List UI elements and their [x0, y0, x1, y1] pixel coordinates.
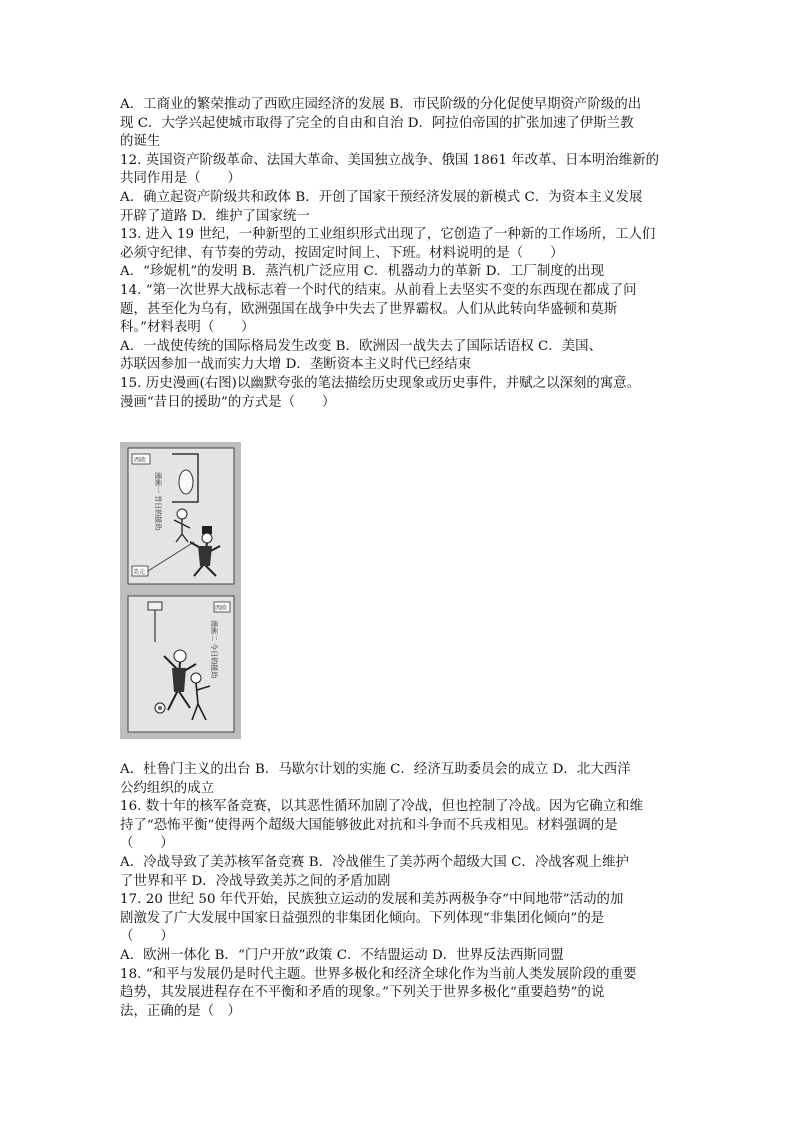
question-stem-line: 12. 英国资产阶级革命、法国大革命、美国独立战争、俄国 1861 年改革、日本明治维新的: [120, 152, 660, 168]
question-stem-line: 17. 20 世纪 50 年代开始，民族独立运动的发展和美苏两极争夺“中间地带”活动的加: [120, 892, 624, 908]
question-stem-line: 趋势，其发展进程存在不平衡和矛盾的现象。”下列关于世界多极化“重要趋势”的说: [120, 985, 605, 1001]
option-line: 公约组织的成立: [120, 780, 215, 796]
question-17: [120, 891, 680, 965]
question-stem-line: 13. 进入 19 世纪，一种新型的工业组织形式出现了，它创造了一种新的工作场所，工人们: [120, 227, 656, 243]
option-line: A．杜鲁门主义的出台 B．马歇尔计划的实施 C．经济互助委员会的成立 D．北大西洋: [120, 762, 631, 778]
question-stem-line: 18. “和平与发展仍是时代主题。世界多极化和经济全球化作为当前人类发展阶段的重要: [120, 966, 637, 982]
cartoon-tag-west-europe: 西欧: [134, 457, 147, 465]
option-line: A．欧洲一体化 B．“门户开放”政策 C．不结盟运动 D．世界反法西斯同盟: [120, 948, 564, 964]
q11-options: [120, 96, 680, 152]
question-13: [120, 226, 680, 282]
question-stem-line: 漫画“昔日的援助”的方式是（ ）: [120, 394, 336, 410]
question-stem-line: （ ）: [120, 929, 174, 945]
option-line: 开辟了道路 D．维护了国家统一: [120, 208, 310, 224]
panel-2-caption: 漫画二 今日的援助: [210, 620, 218, 679]
question-stem-line: 题，甚至化为乌有，欧洲强国在战争中失去了世界霸权。人们从此转向华盛顿和莫斯: [120, 301, 618, 317]
question-18: [120, 966, 680, 1022]
option-line: 苏联因参加一战而实力大增 D．垄断资本主义时代已经结束: [120, 357, 472, 373]
question-stem-line: 15. 历史漫画(右图)以幽默夸张的笔法描绘历史现象或历史事件，并赋之以深刻的寓意。: [120, 375, 641, 391]
question-stem-line: （ ）: [120, 836, 174, 852]
question-stem-line: 16. 数十年的核军备竞赛，以其恶性循环加剧了冷战，但也控制了冷战。因为它确立和维: [120, 799, 644, 815]
question-stem-line: 14. “第一次世界大战标志着一个时代的结束。从前看上去坚实不变的东西现在都成了问: [120, 282, 637, 298]
option-line: A．冷战导致了美苏核军备竞赛 B．冷战催生了美苏两个超级大国 C．冷战客观上维护: [120, 855, 629, 871]
question-stem-line: 科。”材料表明（ ）: [120, 320, 255, 336]
question-16: [120, 798, 680, 891]
question-stem-line: 法，正确的是（ ）: [120, 1003, 241, 1019]
panel-1-caption: 漫画一 昔日的援助: [154, 472, 162, 531]
question-stem-line: 持了“恐怖平衡”使得两个超级大国能够彼此对抗和斗争而不兵戎相见。材料强调的是: [120, 817, 618, 833]
question-stem-line: 共同作用是（ ）: [120, 171, 241, 187]
option-line: 了世界和平 D．冷战导致美苏之间的矛盾加剧: [120, 873, 391, 889]
text-line: A．工商业的繁荣推动了西欧庄园经济的发展 B．市民阶级的分化促使早期资产阶级的出: [120, 97, 642, 112]
cartoon-tag-west-europe-2: 西欧: [215, 605, 228, 613]
history-cartoon-image: [120, 442, 241, 739]
option-line: A．确立起资产阶级共和政体 B．开创了国家干预经济发展的新模式 C．为资本主义发展: [120, 189, 643, 205]
option-line: A．“珍妮机”的发明 B．蒸汽机广泛应用 C．机器动力的革新 D．工厂制度的出现: [120, 264, 605, 280]
question-12: [120, 152, 680, 226]
option-line: A．一战使传统的国际格局发生改变 B．欧洲因一战失去了国际话语权 C．美国、: [120, 338, 603, 354]
text-line: 现 C．大学兴起使城市取得了完全的自由和自治 D．阿拉伯帝国的扩张加速了伊斯兰教: [120, 115, 634, 131]
question-stem-line: 剧激发了广大发展中国家日益强烈的非集团化倾向。下列体现“非集团化倾向”的是: [120, 910, 605, 926]
cartoon-tag-dollar: 美元: [133, 569, 146, 577]
question-15: [120, 375, 680, 798]
question-page: [120, 96, 680, 1021]
question-14: [120, 282, 680, 375]
question-stem-line: 必须守纪律、有节奏的劳动，按固定时间上、下班。材料说明的是（ ）: [120, 245, 564, 261]
text-line: 的诞生: [120, 134, 161, 150]
